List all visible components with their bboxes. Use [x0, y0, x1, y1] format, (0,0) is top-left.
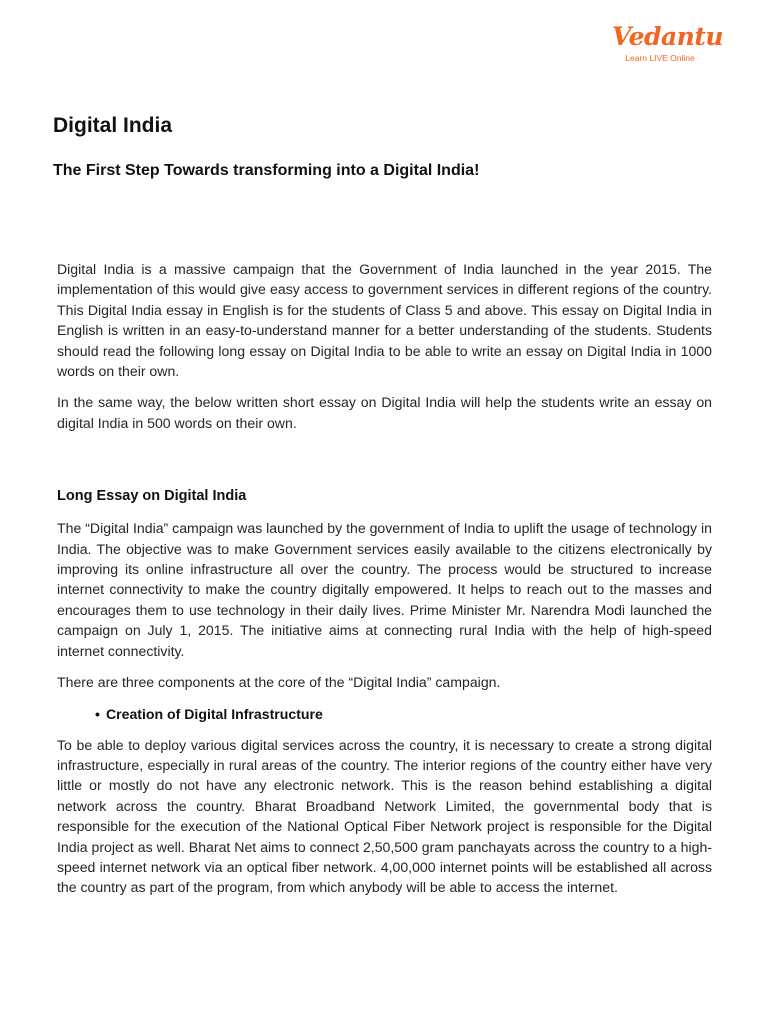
document-body [57, 259, 712, 909]
intro-paragraph-1: Digital India is a massive campaign that the Government of India launched in the year 2015. The implementation of this would give easy access to government services in different regions of the country. This Digital India essay in English is for the students of Class 5 and above. This essay on Digital India in English is written in an easy-to-understand manner for a better understanding of the students. Students should read the following long essay on Digital India to be able to write an essay on Digital India in 1000 words on their own. [57, 261, 712, 380]
list-item-label: Creation of Digital Infrastructure [105, 705, 323, 722]
page-subtitle: The First Step Towards transforming into a Digital India! [53, 162, 480, 179]
long-essay-paragraph-2: There are three components at the core of the “Digital India” campaign. [57, 674, 501, 691]
components-list [57, 704, 712, 724]
intro-paragraph-2: In the same way, the below written short essay on Digital India will help the students write an essay on digital India in 500 words on their own. [57, 394, 712, 431]
long-essay-paragraph-3: To be able to deploy various digital services across the country, it is necessary to create a strong digital infrastructure, especially in rural areas of the country. The interior regions of the country either have very little or mostly do not have any electronic network. This is the reason behind establishing a digital network across the country. Bharat Broadband Network Limited, the governmental body that is responsible for the execution of the National Optical Fiber Network project is responsible for the Digital India project as well. Bharat Net aims to connect 2,50,500 gram panchayats across the country to a high-speed internet network via an optical fiber network. 4,00,000 internet points will be established all across the country as part of the program, from which anybody will be able to access the internet. [57, 736, 712, 896]
bullet-icon: • [95, 705, 100, 722]
list-item [95, 704, 712, 724]
vedantu-logo [612, 22, 724, 63]
logo-tagline: Learn LIVE Online [625, 53, 695, 63]
long-essay-paragraph-1: The “Digital India” campaign was launched by the government of India to uplift the usage of technology in India. The objective was to make Government services easily available to the citizens electronically by improving its online infrastructure all over the country. The process would be structured to increase internet connectivity to make the country digitally empowered. It helps to reach out to the masses and encourages them to use technology in their daily lives. Prime Minister Mr. Narendra Modi launched the campaign on July 1, 2015. The initiative aims at connecting rural India with the help of high-speed internet connectivity. [57, 520, 712, 659]
page-title: Digital India [53, 114, 173, 137]
logo-wordmark: Vedantu [612, 22, 724, 51]
section-heading-long-essay: Long Essay on Digital India [57, 488, 247, 505]
